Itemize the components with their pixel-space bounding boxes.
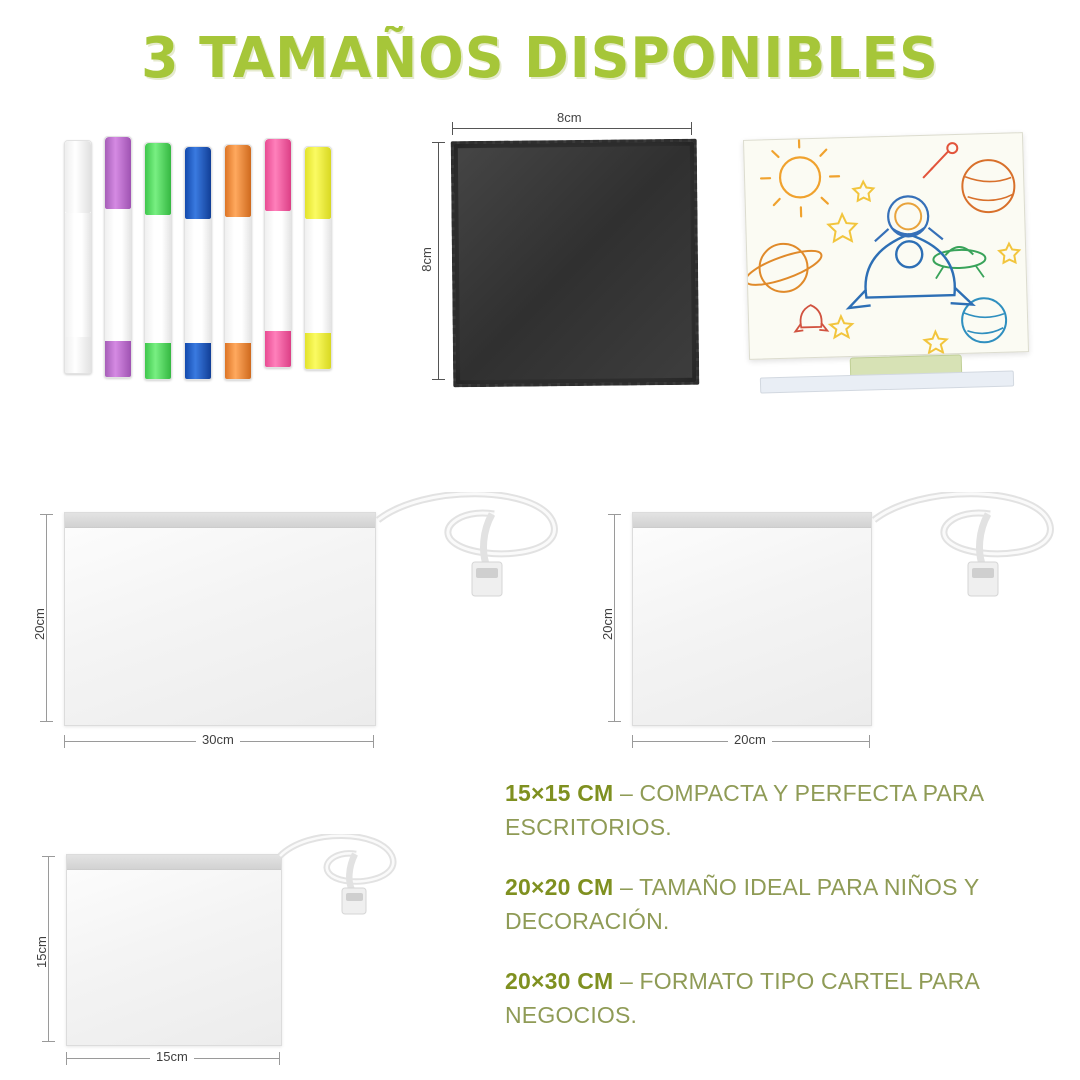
panel-15x15: [34, 838, 422, 1070]
usb-cable: [364, 492, 604, 632]
panel-top-strip: [67, 855, 281, 870]
cloth-width-cap-left: [452, 122, 453, 135]
marker-tip: [265, 331, 291, 367]
panel-top-strip: [633, 513, 871, 528]
panel-15x15-width-label: 15cm: [150, 1049, 194, 1064]
illustration-board-foot: [760, 370, 1014, 393]
marker-cap: [265, 139, 291, 211]
marker-white: [64, 140, 92, 374]
spec-text-15x15: – COMPACTA Y PERFECTA PARA ESCRITORIOS.: [505, 780, 984, 840]
marker-cap: [65, 141, 91, 213]
marker-body: [105, 209, 131, 341]
marker-tip: [185, 343, 211, 379]
panel-surface: [66, 854, 282, 1046]
marker-orange: [224, 144, 252, 380]
marker-green: [144, 142, 172, 380]
marker-blue: [184, 146, 212, 380]
cloth-width-label: 8cm: [551, 110, 588, 125]
cloth-width-cap-right: [691, 122, 692, 135]
marker-body: [185, 219, 211, 343]
marker-cap: [145, 143, 171, 215]
spec-size-20x30: 20×30 CM: [505, 968, 614, 994]
marker-tip: [225, 343, 251, 379]
markers-group: [58, 128, 348, 373]
marker-tip: [145, 343, 171, 379]
cleaning-cloth-group: [410, 112, 710, 382]
panel-30x20-width-label: 30cm: [196, 732, 240, 747]
panel-20x20: [600, 500, 1068, 760]
spec-size-15x15: 15×15 CM: [505, 780, 614, 806]
panel-surface: [632, 512, 872, 726]
marker-cap: [105, 137, 131, 209]
marker-tip: [305, 333, 331, 369]
usb-cable: [860, 492, 1080, 632]
spec-text-20x20: – TAMAÑO IDEAL PARA NIÑOS Y DECORACIÓN.: [505, 874, 979, 934]
cloth-height-cap-bottom: [432, 379, 445, 380]
spec-list: [505, 776, 1053, 1058]
marker-cap: [225, 145, 251, 217]
spec-item-20x30: [505, 964, 1053, 1032]
marker-body: [225, 217, 251, 343]
spec-size-20x20: 20×20 CM: [505, 874, 614, 900]
marker-body: [305, 219, 331, 333]
panel-top-strip: [65, 513, 375, 528]
cloth-height-cap-top: [432, 142, 445, 143]
panel-20x20-width-label: 20cm: [728, 732, 772, 747]
spec-item-20x20: [505, 870, 1053, 938]
panel-surface: [64, 512, 376, 726]
spec-text-20x30: – FORMATO TIPO CARTEL PARA NEGOCIOS.: [505, 968, 979, 1028]
usb-cable: [270, 834, 420, 954]
spec-item-15x15: [505, 776, 1053, 844]
marker-tip: [105, 341, 131, 377]
cleaning-cloth: [451, 139, 700, 388]
panel-20x20-height-label: 20cm: [600, 608, 615, 640]
marker-tip: [65, 337, 91, 373]
marker-cap: [305, 147, 331, 219]
illustration-board-panel: [743, 132, 1029, 360]
space-doodle-art: [744, 133, 1028, 359]
marker-purple: [104, 136, 132, 378]
panel-30x20: [32, 500, 562, 760]
panel-15x15-height-label: 15cm: [34, 936, 49, 968]
illustration-board-group: [742, 128, 1032, 400]
marker-body: [145, 215, 171, 343]
marker-body: [265, 211, 291, 331]
marker-body: [65, 213, 91, 337]
marker-yellow: [304, 146, 332, 370]
cloth-width-line: [452, 128, 692, 129]
marker-cap: [185, 147, 211, 219]
cloth-height-label: 8cm: [419, 241, 434, 278]
panel-30x20-height-label: 20cm: [32, 608, 47, 640]
marker-pink: [264, 138, 292, 368]
page-title: 3 TAMAÑOS DISPONIBLES: [141, 26, 939, 91]
cloth-height-line: [438, 142, 439, 380]
